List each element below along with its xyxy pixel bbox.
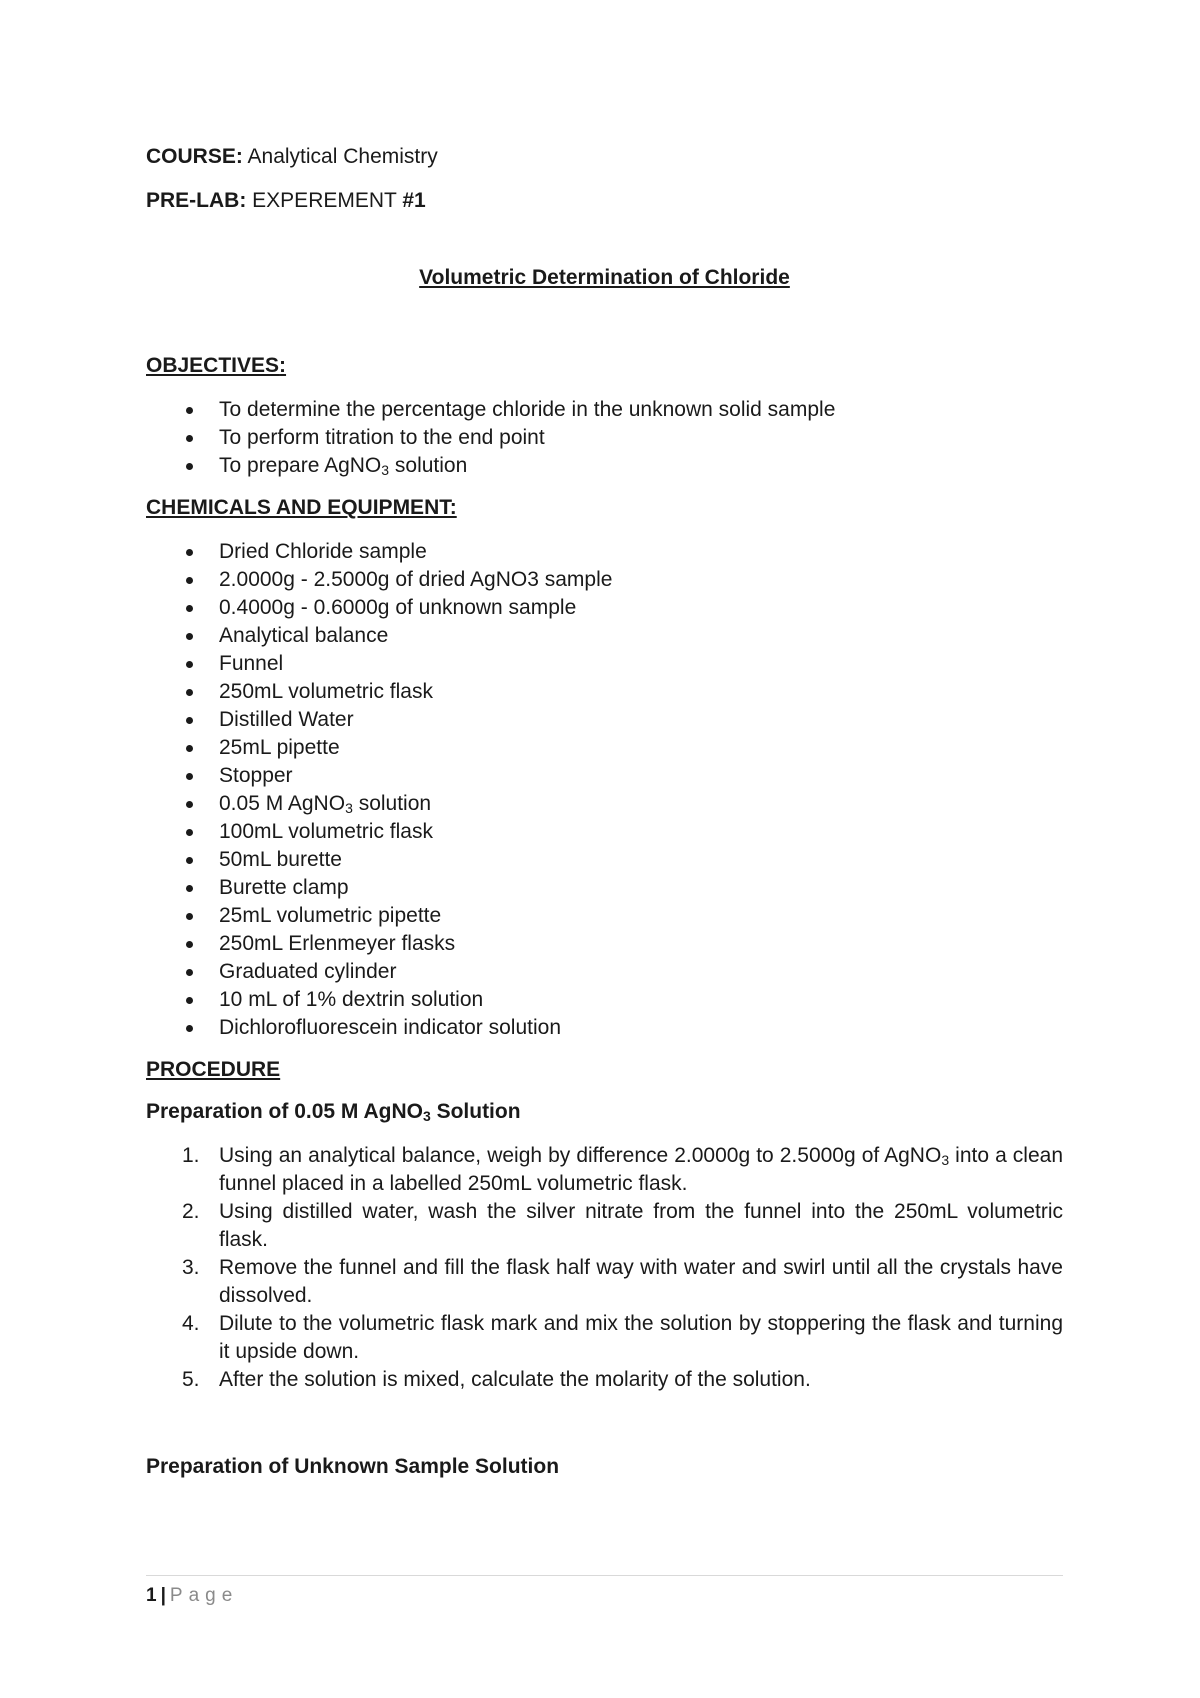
subscript: 3 — [941, 1152, 950, 1168]
list-item-text: 0.05 M AgNO — [219, 792, 346, 815]
document-title: Volumetric Determination of Chloride — [419, 266, 790, 289]
procedure-steps — [146, 1142, 1063, 1394]
list-item: Burette clamp — [146, 874, 1063, 902]
step-number: 2. — [182, 1200, 200, 1223]
chemicals-heading: CHEMICALS AND EQUIPMENT: — [146, 496, 457, 519]
list-item — [146, 452, 1063, 480]
step-text: Using an analytical balance, weigh by difference 2.0000g to 2.5000g of AgNO — [219, 1144, 942, 1167]
step-text: After the solution is mixed, calculate the molarity of the solution. — [219, 1368, 811, 1391]
list-item: 100mL volumetric flask — [146, 818, 1063, 846]
page-number: 1 — [146, 1585, 157, 1606]
prelab-number: #1 — [402, 189, 426, 212]
list-item: 50mL burette — [146, 846, 1063, 874]
step-text: Using distilled water, wash the silver nitrate from the funnel into the 250mL volumetric flask. — [219, 1200, 1063, 1251]
objectives-heading-text: OBJECTIVES — [146, 354, 280, 377]
list-item: Stopper — [146, 762, 1063, 790]
objectives-heading — [146, 352, 1063, 380]
list-item: To determine the percentage chloride in the unknown solid sample — [146, 396, 1063, 424]
procedure-heading: PROCEDURE — [146, 1058, 281, 1081]
list-item: Funnel — [146, 650, 1063, 678]
step-text: Remove the funnel and fill the flask half way with water and swirl until all the crystals have dissolved. — [219, 1256, 1063, 1307]
subscript: 3 — [381, 462, 390, 478]
heading-text: Solution — [430, 1100, 521, 1123]
step-number: 3. — [182, 1256, 200, 1279]
agno3-preparation-heading — [146, 1098, 1063, 1126]
step-item — [146, 1254, 1063, 1310]
objectives-list — [146, 396, 1063, 480]
list-item-text: To prepare AgNO — [219, 454, 382, 477]
step-item — [146, 1366, 1063, 1394]
step-number: 5. — [182, 1368, 200, 1391]
subscript: 3 — [345, 800, 353, 816]
step-text: Dilute to the volumetric flask mark and mix the solution by stoppering the flask and turning it upside down. — [219, 1312, 1063, 1363]
list-item: 250mL Erlenmeyer flasks — [146, 930, 1063, 958]
step-number: 4. — [182, 1312, 200, 1335]
heading-text: Preparation of 0.05 M AgNO — [146, 1100, 423, 1123]
step-text: into a clean funnel placed in a labelled 250mL volumetric flask. — [219, 1144, 1063, 1195]
page-word: Page — [169, 1585, 239, 1606]
unknown-sample-heading: Preparation of Unknown Sample Solution — [146, 1455, 560, 1478]
chemicals-list — [146, 538, 1063, 1042]
course-line — [146, 143, 1063, 171]
list-item: 2.0000g - 2.5000g of dried AgNO3 sample — [146, 566, 1063, 594]
list-item: 250mL volumetric flask — [146, 678, 1063, 706]
objectives-heading-colon: : — [279, 354, 287, 377]
step-number: 1. — [182, 1144, 200, 1167]
list-item: Analytical balance — [146, 622, 1063, 650]
prelab-value: EXPEREMENT — [246, 189, 403, 212]
page-separator: | — [160, 1585, 166, 1606]
step-item — [146, 1310, 1063, 1366]
list-item: Dichlorofluorescein indicator solution — [146, 1014, 1063, 1042]
list-item: 25mL volumetric pipette — [146, 902, 1063, 930]
list-item: To perform titration to the end point — [146, 424, 1063, 452]
list-item — [146, 790, 1063, 818]
list-item: Graduated cylinder — [146, 958, 1063, 986]
step-item — [146, 1198, 1063, 1254]
list-item: Dried Chloride sample — [146, 538, 1063, 566]
prelab-line — [146, 187, 1063, 215]
course-label: COURSE: — [146, 145, 243, 168]
page-footer — [146, 1575, 1063, 1610]
subscript: 3 — [422, 1108, 431, 1124]
prelab-label: PRE-LAB: — [146, 189, 247, 212]
list-item: 25mL pipette — [146, 734, 1063, 762]
step-item — [146, 1142, 1063, 1198]
list-item: 10 mL of 1% dextrin solution — [146, 986, 1063, 1014]
list-item: Distilled Water — [146, 706, 1063, 734]
course-value: Analytical Chemistry — [242, 145, 438, 168]
list-item-text: solution — [389, 454, 468, 477]
list-item-text: solution — [352, 792, 432, 815]
list-item: 0.4000g - 0.6000g of unknown sample — [146, 594, 1063, 622]
